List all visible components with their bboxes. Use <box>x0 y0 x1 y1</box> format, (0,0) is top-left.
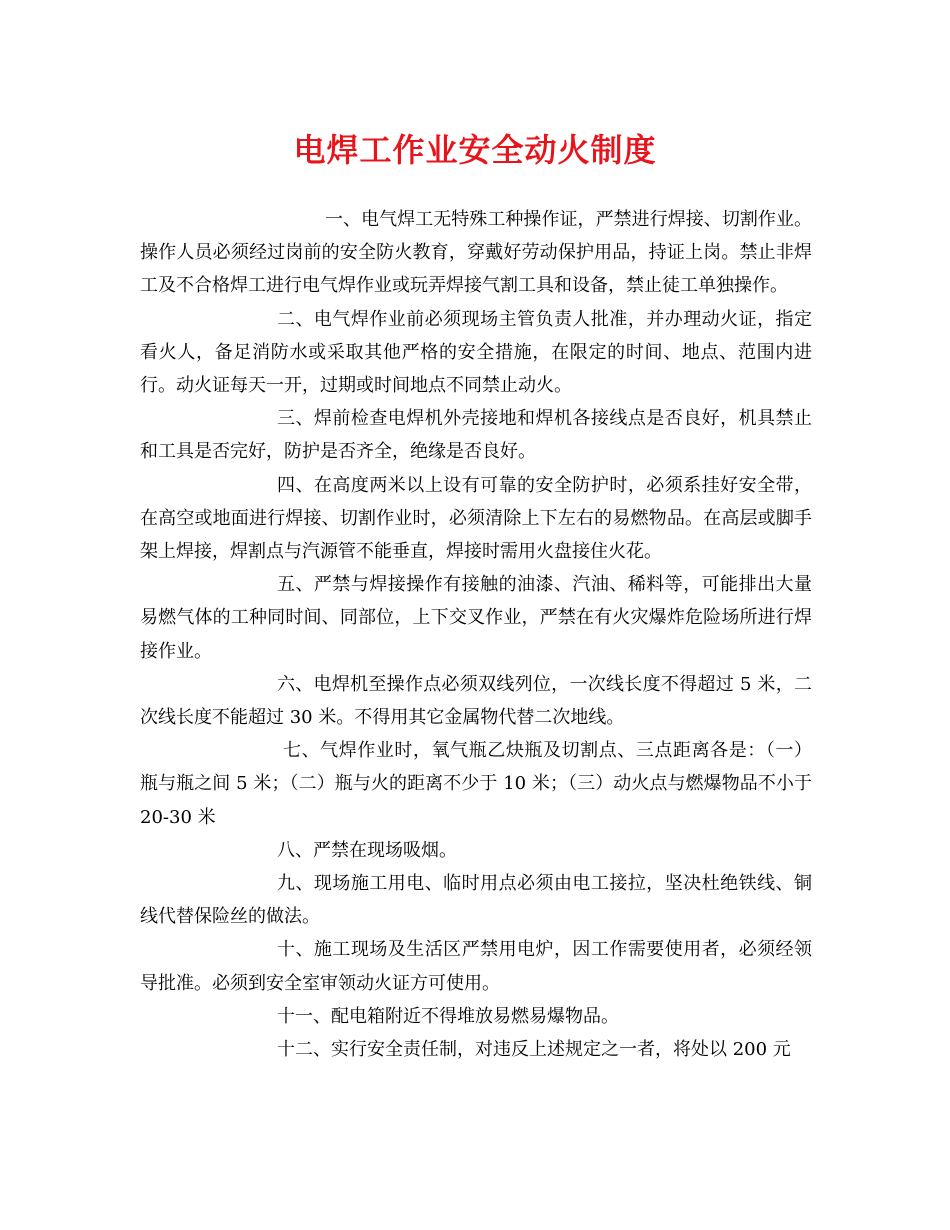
paragraph-3: 三、焊前检查电焊机外壳接地和焊机各接线点是否良好，机具禁止和工具是否完好，防护是否齐全，绝缘是否良好。 <box>140 408 812 463</box>
document-body <box>140 203 812 1066</box>
paragraph-1: 一、电气焊工无特殊工种操作证，严禁进行焊接、切割作业。操作人员必须经过岗前的安全防火教育，穿戴好劳动保护用品，持证上岗。禁止非焊工及不合格焊工进行电气焊作业或玩弄焊接气割工具和设备，禁止徒工单独操作。 <box>140 209 812 297</box>
paragraph-10: 十、施工现场及生活区严禁用电炉，因工作需要使用者，必须经领导批准。必须到安全室审领动火证方可使用。 <box>140 939 812 994</box>
paragraph-2: 二、电气焊作业前必须现场主管负责人批准，并办理动火证，指定看火人，备足消防水或采取其他严格的安全措施，在限定的时间、地点、范围内进行。动火证每天一开，过期或时间地点不同禁止动火。 <box>140 308 812 397</box>
paragraph-5: 五、严禁与焊接操作有接触的油漆、汽油、稀料等，可能排出大量易燃气体的工种同时间、同部位，上下交叉作业，严禁在有火灾爆炸危险场所进行焊接作业。 <box>140 574 812 662</box>
paragraph-11: 十一、配电箱附近不得堆放易燃易爆物品。 <box>277 1005 619 1027</box>
document-title: 电焊工作业安全动火制度 <box>293 131 657 169</box>
paragraph-4: 四、在高度两米以上设有可靠的安全防护时，必须系挂好安全带，在高空或地面进行焊接、切割作业时，必须清除上下左右的易燃物品。在高层或脚手架上焊接，焊割点与汽源管不能垂直，焊接时需用火盘接住火花。 <box>140 474 812 563</box>
paragraph-8: 八、严禁在现场吸烟。 <box>277 839 457 861</box>
paragraph-9: 九、现场施工用电、临时用点必须由电工接拉，坚决杜绝铁线、铜线代替保险丝的做法。 <box>140 873 812 928</box>
paragraph-12: 十二、实行安全责任制，对违反上述规定之一者，将处以 200 元 <box>277 1039 791 1061</box>
paragraph-7: 七、气焊作业时，氧气瓶乙炔瓶及切割点、三点距离各是：（一）瓶与瓶之间 5 米；（二）瓶与火的距离不少于 10 米；（三）动火点与燃爆物品不小于 20-30 米 <box>140 740 812 828</box>
paragraph-6: 六、电焊机至操作点必须双线列位，一次线长度不得超过 5 米，二次线长度不能超过 30 米。不得用其它金属物代替二次地线。 <box>140 673 812 729</box>
